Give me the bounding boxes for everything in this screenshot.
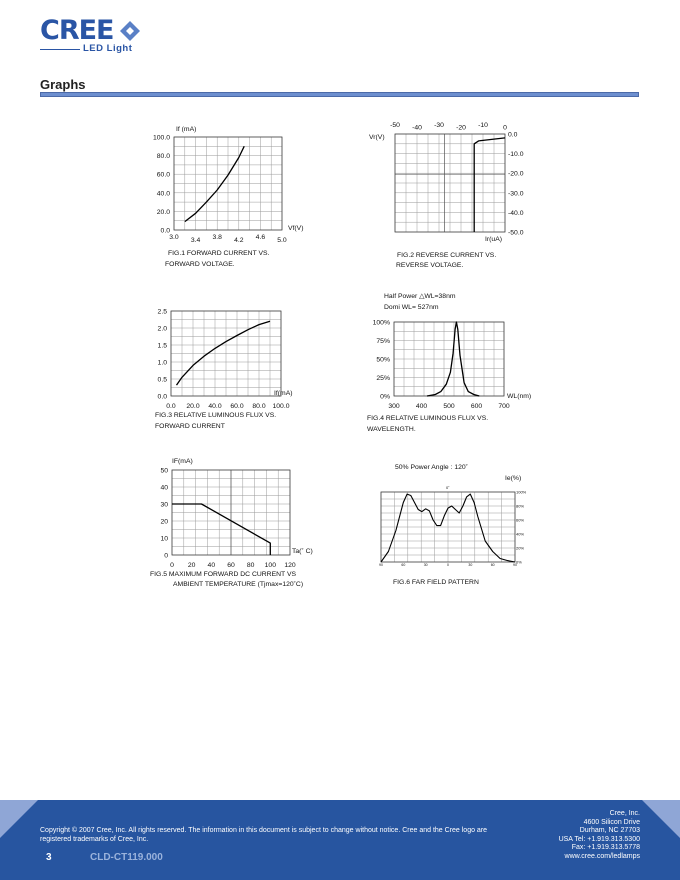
fig4-y-tick-label: 0% [380, 393, 390, 401]
fig3-x-axis-label: If(mA) [274, 390, 293, 397]
footer-corner-right [642, 800, 680, 838]
fig6-x-tick-label: 60 [490, 563, 495, 567]
address-web[interactable]: www.cree.com/ledlamps [564, 852, 640, 860]
fig4-annotation-dominant-wl: Domi WL= 527nm [384, 304, 439, 311]
fig1-x-tick-label: 4.6 [255, 234, 266, 241]
fig1-y-tick-label: 20.0 [156, 208, 170, 216]
address-fax: Fax: +1.919.313.5778 [571, 844, 640, 852]
fig2-y-tick-label: -40.0 [508, 209, 524, 217]
fig4-annotation-half-power: Half Power △WL=38nm [384, 293, 456, 300]
fig5-x-tick-label: 0 [170, 562, 174, 569]
fig2-x-tick-label: -10 [478, 122, 488, 129]
fig3-x-tick-label: 40.0 [208, 403, 222, 410]
fig4-y-tick-label: 50% [376, 356, 390, 364]
fig2-series-line [474, 138, 505, 232]
address-city: Durham, NC 27703 [579, 827, 640, 835]
fig6-x-tick-label: 90 [513, 563, 517, 567]
fig6-y-tick-label: 20% [516, 545, 525, 551]
fig1-y-axis-label: If (mA) [176, 126, 197, 133]
fig1-y-tick-label: 100.0 [152, 134, 170, 142]
fig4-caption-line: WAVELENGTH. [367, 426, 416, 433]
fig5-x-tick-label: 60 [227, 562, 235, 569]
fig5-x-tick-label: 100 [264, 562, 277, 569]
fig4-y-tick-label: 25% [376, 375, 390, 382]
fig3-y-tick-label: 0.0 [157, 393, 167, 401]
fig1-x-axis-label: Vf(V) [288, 225, 304, 232]
fig2-x-tick-label: -40 [412, 124, 422, 132]
fig5-y-tick-label: 30 [160, 501, 168, 509]
fig2-x-tick-label: -20 [456, 124, 466, 132]
page-number: 3 [46, 852, 52, 863]
fig6-top-angle-label: 0˚ [446, 485, 450, 490]
fig1-x-tick-label: 3.8 [212, 234, 222, 241]
fig1-y-tick-label: 0.0 [160, 227, 170, 235]
fig3-x-tick-label: 80.0 [252, 403, 266, 410]
fig6-caption-line: FIG.6 FAR FIELD PATTERN [393, 579, 479, 586]
fig6-y-tick-label: 40% [516, 531, 525, 537]
fig4-x-tick-label: 600 [470, 403, 483, 410]
fig6-annotation-power-angle: 50% Power Angle : 120˚ [395, 464, 468, 471]
fig5-y-tick-label: 20 [160, 518, 168, 526]
fig1-y-tick-label: 40.0 [156, 190, 170, 198]
fig3-x-tick-label: 60.0 [230, 403, 244, 410]
fig1-x-tick-label: 3.0 [169, 234, 179, 241]
address-company: Cree, Inc. [609, 810, 640, 817]
fig6-y-axis-label: Ie(%) [505, 475, 522, 482]
address-tel: USA Tel: +1.919.313.5300 [558, 835, 640, 843]
fig3-x-tick-label: 100.0 [272, 403, 290, 410]
fig3-x-tick-label: 20.0 [186, 403, 200, 410]
logo-wordmark: CREE [40, 15, 114, 46]
fig5-y-axis-label: IF(mA) [172, 458, 193, 465]
document-code: CLD-CT119.000 [90, 852, 163, 863]
fig3-y-tick-label: 1.0 [157, 359, 167, 367]
fig5-y-tick-label: 40 [160, 484, 168, 492]
fig1-series-line [185, 146, 244, 221]
fig4-x-tick-label: 700 [498, 403, 510, 410]
fig3-y-tick-label: 0.5 [157, 376, 167, 384]
fig3-y-tick-label: 2.0 [157, 325, 167, 333]
fig5-x-axis-label: Ta(˚ C) [292, 548, 313, 555]
fig3-caption-line: FIG.3 RELATIVE LUMINOUS FLUX VS. [155, 412, 277, 419]
fig1-x-tick-label: 3.4 [190, 237, 201, 244]
fig4-y-tick-label: 75% [376, 338, 390, 345]
footer-copyright: Copyright © 2007 Cree, Inc. All rights reserved. The information in this document is subject to change without notice. Cree and the Cree logo are registered trademarks of Cree, Inc. [40, 827, 488, 843]
fig4-x-tick-label: 300 [388, 403, 400, 410]
fig1-x-tick-label: 4.2 [234, 237, 244, 244]
fig3-series-line [177, 321, 271, 385]
fig2-y-axis-label: Vr(V) [369, 134, 385, 141]
fig3-y-tick-label: 1.5 [157, 342, 167, 350]
fig3-caption-line: FORWARD CURRENT [155, 423, 225, 430]
fig5-y-tick-label: 10 [160, 535, 168, 543]
fig6-x-tick-label: 90 [379, 563, 383, 567]
fig1-caption-line: FIG.1 FORWARD CURRENT VS. [168, 250, 270, 257]
fig6-y-tick-label: 60% [516, 517, 525, 523]
fig2-x-axis-label: Ir(uA) [485, 236, 502, 243]
fig2-y-tick-label: -20.0 [508, 170, 524, 178]
fig4-x-axis-label: WL(nm) [507, 393, 532, 400]
fig6-x-tick-label: 30 [468, 563, 473, 567]
fig4-x-tick-label: 500 [443, 403, 455, 410]
fig5-y-tick-label: 0 [164, 552, 168, 560]
fig6-x-tick-label: 30 [423, 563, 428, 567]
fig1-x-tick-label: 5.0 [277, 237, 287, 244]
fig1-y-tick-label: 60.0 [156, 171, 170, 179]
fig2-y-tick-label: -10.0 [508, 151, 524, 159]
fig2-x-tick-label: 0 [503, 124, 507, 132]
fig4-x-tick-label: 400 [415, 403, 428, 410]
fig6-x-tick-label: 0 [447, 563, 449, 567]
section-title: Graphs [40, 77, 86, 92]
fig6-y-tick-label: 80% [516, 503, 525, 509]
fig5-caption-line: AMBIENT TEMPERATURE (Tjmax=120˚C) [173, 581, 304, 588]
fig2-caption-line: FIG.2 REVERSE CURRENT VS. [397, 252, 497, 259]
fig5-y-tick-label: 50 [160, 467, 168, 475]
fig5-x-tick-label: 120 [284, 562, 296, 569]
fig2-y-tick-label: -50.0 [508, 229, 524, 237]
fig1-y-tick-label: 80.0 [156, 153, 170, 161]
fig6-y-tick-label: 0% [516, 559, 522, 565]
footer-corner-left [0, 800, 38, 838]
fig3-y-tick-label: 2.5 [157, 308, 167, 316]
fig3-x-tick-label: 0.0 [166, 403, 176, 410]
fig5-x-tick-label: 20 [187, 562, 196, 569]
fig5-caption-line: FIG.5 MAXIMUM FORWARD DC CURRENT VS [150, 571, 297, 578]
fig2-y-tick-label: -30.0 [508, 190, 524, 198]
logo-subtitle: LED Light [83, 43, 133, 54]
fig5-x-tick-label: 40 [207, 562, 216, 569]
fig2-y-tick-label: 0.0 [508, 131, 518, 139]
fig6-x-tick-label: 60 [401, 563, 406, 567]
fig2-x-tick-label: -50 [390, 122, 400, 129]
footer-address [559, 810, 640, 862]
fig4-caption-line: FIG.4 RELATIVE LUMINOUS FLUX VS. [367, 415, 489, 422]
fig2-x-tick-label: -30 [434, 122, 444, 129]
fig5-x-tick-label: 80 [246, 562, 255, 569]
fig4-y-tick-label: 100% [372, 319, 390, 327]
fig2-caption-line: REVERSE VOLTAGE. [396, 262, 464, 269]
fig1-caption-line: FORWARD VOLTAGE. [165, 261, 235, 268]
fig6-y-tick-label: 100% [516, 489, 527, 495]
address-street: 4600 Silicon Drive [583, 818, 640, 826]
